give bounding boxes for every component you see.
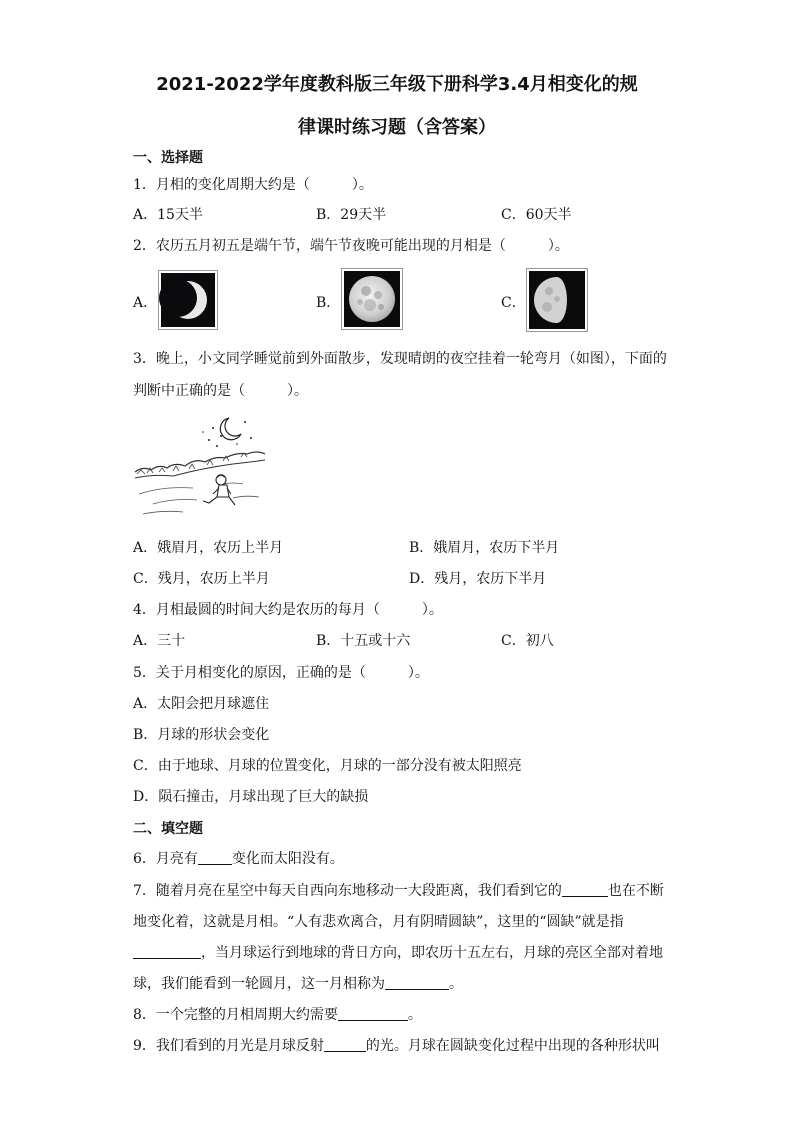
question-7-text-after: 也在不断 bbox=[607, 883, 664, 899]
question-8-text-after: 。 bbox=[407, 1007, 422, 1023]
question-3-text-line-2: 判断中正确的是（ ）。 bbox=[133, 383, 308, 399]
question-4-option-a: A．三十 bbox=[133, 633, 186, 649]
answer-blank[interactable] bbox=[324, 1037, 366, 1052]
question-2-text: 2．农历五月初五是端午节，端午节夜晚可能出现的月相是（ ）。 bbox=[133, 238, 569, 254]
question-6-text-after: 变化而太阳没有。 bbox=[231, 851, 344, 867]
question-7-line-1 bbox=[133, 880, 664, 900]
question-7-text-before: 7．随着月亮在星空中每天自西向东地移动一大段距离，我们看到它的 bbox=[133, 883, 562, 899]
answer-blank[interactable] bbox=[385, 975, 449, 990]
question-1-option-a: A．15天半 bbox=[133, 207, 203, 223]
answer-blank[interactable] bbox=[133, 944, 201, 959]
question-2-option-a: A． bbox=[133, 295, 158, 311]
full-moon-icon bbox=[342, 269, 402, 329]
question-8 bbox=[133, 1004, 422, 1024]
question-3-option-a: A．娥眉月，农历上半月 bbox=[133, 540, 284, 556]
question-4-option-b: B．十五或十六 bbox=[316, 633, 411, 649]
question-3-option-d: D．残月，农历下半月 bbox=[409, 571, 547, 587]
night-walk-illustration bbox=[133, 414, 269, 522]
question-7-line-3-text: ，当月球运行到地球的背日方向，即农历十五左右，月球的亮区全部对着地 bbox=[201, 945, 663, 961]
question-5-option-a: A．太阳会把月球遮住 bbox=[133, 696, 270, 712]
question-9-text-after: 的光。月球在圆缺变化过程中出现的各种形状叫 bbox=[365, 1038, 660, 1054]
section-heading-choice: 一、选择题 bbox=[133, 150, 203, 166]
question-6-text-before: 6．月亮有 bbox=[133, 851, 198, 867]
question-5-option-b: B．月球的形状会变化 bbox=[133, 727, 270, 743]
question-7-line-4-text-before: 球，我们能看到一轮圆月，这一月相称为 bbox=[133, 976, 385, 992]
question-9 bbox=[133, 1035, 660, 1055]
question-1-text: 1．月相的变化周期大约是（ ）。 bbox=[133, 177, 373, 193]
question-3-text-line-1: 3．晚上，小文同学睡觉前到外面散步，发现晴朗的夜空挂着一轮弯月（如图），下面的 bbox=[133, 351, 667, 367]
question-5-option-c: C．由于地球、月球的位置变化，月球的一部分没有被太阳照亮 bbox=[133, 758, 522, 774]
question-1-option-b: B．29天半 bbox=[316, 207, 387, 223]
answer-blank[interactable] bbox=[338, 1006, 408, 1021]
answer-blank[interactable] bbox=[198, 850, 232, 865]
question-2-option-b: B． bbox=[316, 295, 341, 311]
question-5-text: 5．关于月相变化的原因，正确的是（ ）。 bbox=[133, 665, 429, 681]
gibbous-moon-icon bbox=[527, 269, 587, 331]
section-heading-fill-in: 二、填空题 bbox=[133, 821, 203, 837]
page-title-line-1: 2021-2022学年度教科版三年级下册科学3.4月相变化的规 bbox=[156, 74, 638, 95]
question-7-line-4-text-after: 。 bbox=[449, 976, 463, 992]
question-9-text-before: 9．我们看到的月光是月球反射 bbox=[133, 1038, 324, 1054]
question-3-option-c: C．残月，农历上半月 bbox=[133, 571, 270, 587]
answer-blank[interactable] bbox=[562, 882, 608, 897]
question-2-option-c: C． bbox=[501, 295, 526, 311]
crescent-moon-icon bbox=[159, 271, 217, 329]
full-moon-image bbox=[341, 268, 403, 330]
page-title-line-2: 律课时练习题（含答案） bbox=[298, 117, 496, 138]
question-3-option-b: B．娥眉月，农历下半月 bbox=[409, 540, 560, 556]
question-5-option-d: D．陨石撞击，月球出现了巨大的缺损 bbox=[133, 789, 369, 805]
gibbous-moon-image bbox=[526, 268, 588, 332]
question-8-text-before: 8．一个完整的月相周期大约需要 bbox=[133, 1007, 338, 1023]
question-7-line-4 bbox=[133, 973, 463, 993]
crescent-moon-image bbox=[158, 270, 218, 330]
question-4-option-c: C．初八 bbox=[501, 633, 554, 649]
question-7-line-2: 地变化着，这就是月相。“人有悲欢离合，月有阴晴圆缺”，这里的“圆缺”就是指 bbox=[133, 914, 624, 930]
crescent-moon-scene-icon bbox=[133, 414, 269, 522]
question-1-option-c: C．60天半 bbox=[501, 207, 572, 223]
question-6 bbox=[133, 848, 344, 868]
question-4-text: 4．月相最圆的时间大约是农历的每月（ ）。 bbox=[133, 602, 443, 618]
question-7-line-3 bbox=[133, 942, 663, 962]
